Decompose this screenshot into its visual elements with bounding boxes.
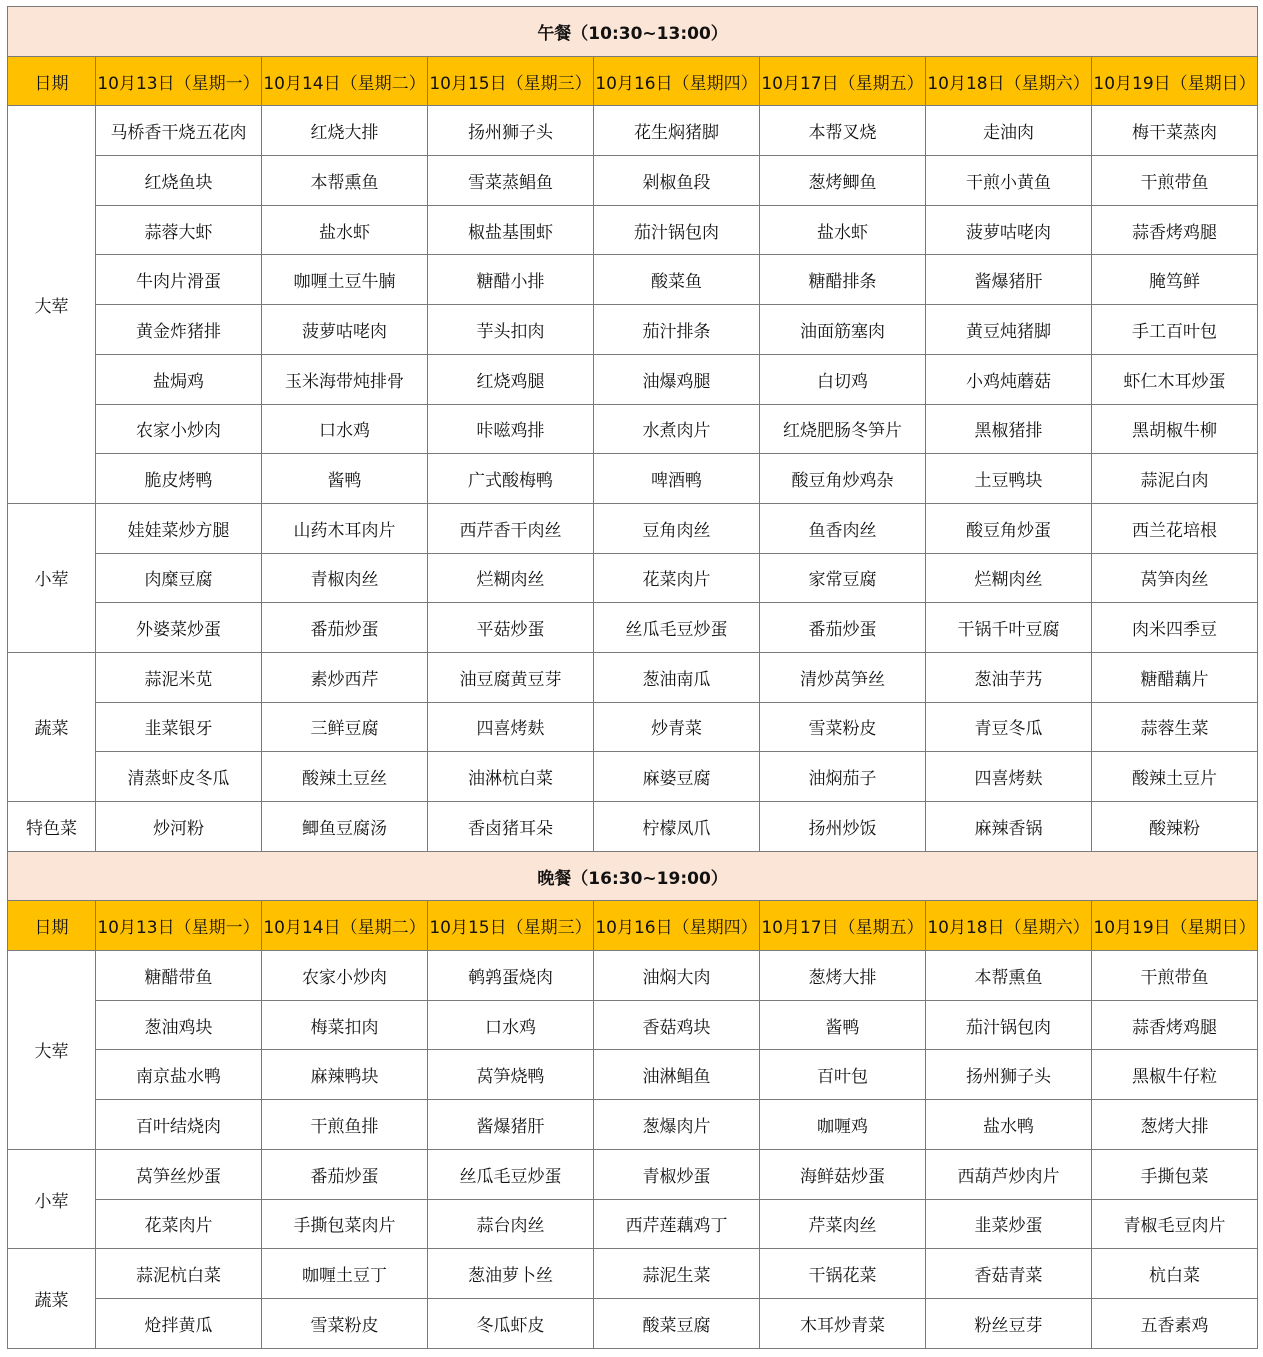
dish-cell: 黄金炸猪排 <box>96 305 262 355</box>
dish-cell: 三鲜豆腐 <box>262 702 428 752</box>
dish-cell: 番茄炒蛋 <box>760 603 926 653</box>
date-header: 10月19日（星期日） <box>1092 901 1258 951</box>
dish-cell: 粉丝豆芽 <box>926 1298 1092 1348</box>
dish-cell: 素炒西芹 <box>262 652 428 702</box>
dish-cell: 农家小炒肉 <box>96 404 262 454</box>
dish-cell: 娃娃菜炒方腿 <box>96 503 262 553</box>
dish-cell: 红烧鱼块 <box>96 156 262 206</box>
dish-cell: 鱼香肉丝 <box>760 503 926 553</box>
dish-cell: 蒜泥生菜 <box>594 1249 760 1299</box>
dish-cell: 麻婆豆腐 <box>594 752 760 802</box>
dish-cell: 莴笋肉丝 <box>1092 553 1258 603</box>
dish-cell: 油淋杭白菜 <box>428 752 594 802</box>
dish-cell: 酸豆角炒蛋 <box>926 503 1092 553</box>
menu-table <box>7 6 1258 1349</box>
dish-cell: 咖喱土豆牛腩 <box>262 255 428 305</box>
dish-row <box>8 106 1258 156</box>
dish-cell: 芋头扣肉 <box>428 305 594 355</box>
dish-cell: 盐水鸭 <box>926 1100 1092 1150</box>
dish-cell: 炒青菜 <box>594 702 760 752</box>
dish-cell: 红烧肥肠冬笋片 <box>760 404 926 454</box>
dish-row <box>8 1000 1258 1050</box>
dish-cell: 葱油萝卜丝 <box>428 1249 594 1299</box>
dish-cell: 茄汁锅包肉 <box>926 1000 1092 1050</box>
dish-cell: 柠檬凤爪 <box>594 802 760 852</box>
dish-cell: 百叶包 <box>760 1050 926 1100</box>
dish-cell: 炒河粉 <box>96 802 262 852</box>
dish-cell: 香卤猪耳朵 <box>428 802 594 852</box>
dish-row <box>8 553 1258 603</box>
dish-cell: 油焖大肉 <box>594 951 760 1001</box>
dish-cell: 蒜蓉生菜 <box>1092 702 1258 752</box>
dish-cell: 盐水虾 <box>760 205 926 255</box>
dish-cell: 梅菜扣肉 <box>262 1000 428 1050</box>
dish-cell: 蒜泥米苋 <box>96 652 262 702</box>
dish-cell: 番茄炒蛋 <box>262 1149 428 1199</box>
dish-cell: 葱油芋艿 <box>926 652 1092 702</box>
dish-cell: 口水鸡 <box>428 1000 594 1050</box>
dish-cell: 手撕包菜肉片 <box>262 1199 428 1249</box>
dish-cell: 酱爆猪肝 <box>428 1100 594 1150</box>
dish-cell: 葱烤鲫鱼 <box>760 156 926 206</box>
dish-cell: 咔嗞鸡排 <box>428 404 594 454</box>
dish-cell: 糖醋带鱼 <box>96 951 262 1001</box>
dish-cell: 咖喱鸡 <box>760 1100 926 1150</box>
dish-cell: 蒜泥白肉 <box>1092 454 1258 504</box>
dish-cell: 本帮叉烧 <box>760 106 926 156</box>
dish-cell: 油面筋塞肉 <box>760 305 926 355</box>
dish-cell: 咖喱土豆丁 <box>262 1249 428 1299</box>
dish-cell: 葱油南瓜 <box>594 652 760 702</box>
dish-cell: 西芹香干肉丝 <box>428 503 594 553</box>
dish-cell: 干煎小黄鱼 <box>926 156 1092 206</box>
dish-cell: 西兰花培根 <box>1092 503 1258 553</box>
dish-cell: 酸辣粉 <box>1092 802 1258 852</box>
dish-row <box>8 1100 1258 1150</box>
dish-cell: 酸辣土豆片 <box>1092 752 1258 802</box>
dish-cell: 莴笋烧鸭 <box>428 1050 594 1100</box>
date-header: 10月17日（星期五） <box>760 56 926 106</box>
date-header: 10月13日（星期一） <box>96 901 262 951</box>
dish-row <box>8 1249 1258 1299</box>
dish-cell: 烂糊肉丝 <box>926 553 1092 603</box>
dish-cell: 本帮熏鱼 <box>926 951 1092 1001</box>
dish-cell: 丝瓜毛豆炒蛋 <box>428 1149 594 1199</box>
dish-cell: 韭菜炒蛋 <box>926 1199 1092 1249</box>
dish-cell: 茄汁排条 <box>594 305 760 355</box>
dish-row <box>8 603 1258 653</box>
dish-cell: 本帮熏鱼 <box>262 156 428 206</box>
dish-cell: 鲫鱼豆腐汤 <box>262 802 428 852</box>
dish-cell: 酸辣土豆丝 <box>262 752 428 802</box>
dish-cell: 干煎带鱼 <box>1092 156 1258 206</box>
category-label: 蔬菜 <box>8 652 96 801</box>
dish-row <box>8 702 1258 752</box>
dish-cell: 扬州狮子头 <box>428 106 594 156</box>
dish-cell: 马桥香干烧五花肉 <box>96 106 262 156</box>
dish-cell: 蒜香烤鸡腿 <box>1092 1000 1258 1050</box>
dish-cell: 走油肉 <box>926 106 1092 156</box>
lunch-title: 午餐（10:30~13:00） <box>8 7 1258 57</box>
dish-cell: 广式酸梅鸭 <box>428 454 594 504</box>
dish-cell: 香菇青菜 <box>926 1249 1092 1299</box>
category-label: 大荤 <box>8 106 96 504</box>
dish-cell: 蒜香烤鸡腿 <box>1092 205 1258 255</box>
dish-cell: 干煎鱼排 <box>262 1100 428 1150</box>
dish-cell: 木耳炒青菜 <box>760 1298 926 1348</box>
dinner-date-row <box>8 901 1258 951</box>
dish-cell: 杭白菜 <box>1092 1249 1258 1299</box>
category-label: 特色菜 <box>8 802 96 852</box>
dish-cell: 葱烤大排 <box>760 951 926 1001</box>
dish-cell: 油焖茄子 <box>760 752 926 802</box>
dish-cell: 椒盐基围虾 <box>428 205 594 255</box>
dish-cell: 酱鸭 <box>262 454 428 504</box>
dish-row <box>8 354 1258 404</box>
dish-cell: 韭菜银牙 <box>96 702 262 752</box>
date-header: 10月18日（星期六） <box>926 901 1092 951</box>
dish-cell: 葱爆肉片 <box>594 1100 760 1150</box>
dish-cell: 白切鸡 <box>760 354 926 404</box>
dish-cell: 莴笋丝炒蛋 <box>96 1149 262 1199</box>
dish-cell: 糖醋小排 <box>428 255 594 305</box>
dish-cell: 花菜肉片 <box>594 553 760 603</box>
dish-cell: 酱鸭 <box>760 1000 926 1050</box>
dish-cell: 青椒炒蛋 <box>594 1149 760 1199</box>
dish-cell: 肉糜豆腐 <box>96 553 262 603</box>
date-header: 10月14日（星期二） <box>262 56 428 106</box>
dish-row <box>8 752 1258 802</box>
date-header: 10月16日（星期四） <box>594 901 760 951</box>
dish-cell: 番茄炒蛋 <box>262 603 428 653</box>
dish-row <box>8 652 1258 702</box>
dish-row <box>8 404 1258 454</box>
date-header: 10月15日（星期三） <box>428 56 594 106</box>
dish-cell: 小鸡炖蘑菇 <box>926 354 1092 404</box>
dish-cell: 四喜烤麸 <box>428 702 594 752</box>
dish-cell: 扬州狮子头 <box>926 1050 1092 1100</box>
dish-cell: 南京盐水鸭 <box>96 1050 262 1100</box>
dish-cell: 西芹莲藕鸡丁 <box>594 1199 760 1249</box>
dish-cell: 手撕包菜 <box>1092 1149 1258 1199</box>
dish-cell: 茄汁锅包肉 <box>594 205 760 255</box>
date-header: 10月18日（星期六） <box>926 56 1092 106</box>
dish-cell: 干煎带鱼 <box>1092 951 1258 1001</box>
dish-cell: 芹菜肉丝 <box>760 1199 926 1249</box>
date-label: 日期 <box>8 901 96 951</box>
dish-cell: 干锅千叶豆腐 <box>926 603 1092 653</box>
dish-cell: 雪菜蒸鲳鱼 <box>428 156 594 206</box>
dish-cell: 菠萝咕咾肉 <box>926 205 1092 255</box>
category-label: 大荤 <box>8 951 96 1150</box>
dish-cell: 油豆腐黄豆芽 <box>428 652 594 702</box>
date-header: 10月15日（星期三） <box>428 901 594 951</box>
dish-cell: 葱油鸡块 <box>96 1000 262 1050</box>
dish-row <box>8 802 1258 852</box>
dish-cell: 梅干菜蒸肉 <box>1092 106 1258 156</box>
dish-cell: 外婆菜炒蛋 <box>96 603 262 653</box>
dish-cell: 手工百叶包 <box>1092 305 1258 355</box>
dish-cell: 酱爆猪肝 <box>926 255 1092 305</box>
dish-cell: 百叶结烧肉 <box>96 1100 262 1150</box>
category-label: 小荤 <box>8 503 96 652</box>
dish-row <box>8 1149 1258 1199</box>
dish-cell: 鹌鹑蛋烧肉 <box>428 951 594 1001</box>
dish-cell: 雪菜粉皮 <box>760 702 926 752</box>
dish-cell: 青椒肉丝 <box>262 553 428 603</box>
dish-cell: 冬瓜虾皮 <box>428 1298 594 1348</box>
dish-cell: 青椒毛豆肉片 <box>1092 1199 1258 1249</box>
dish-cell: 黄豆炖猪脚 <box>926 305 1092 355</box>
dish-cell: 家常豆腐 <box>760 553 926 603</box>
lunch-title-row <box>8 7 1258 57</box>
dish-cell: 酸菜鱼 <box>594 255 760 305</box>
dish-cell: 山药木耳肉片 <box>262 503 428 553</box>
dish-cell: 土豆鸭块 <box>926 454 1092 504</box>
dish-row <box>8 1298 1258 1348</box>
dish-cell: 丝瓜毛豆炒蛋 <box>594 603 760 653</box>
dish-cell: 清炒莴笋丝 <box>760 652 926 702</box>
date-header: 10月17日（星期五） <box>760 901 926 951</box>
dish-cell: 盐焗鸡 <box>96 354 262 404</box>
dish-row <box>8 305 1258 355</box>
dish-cell: 干锅花菜 <box>760 1249 926 1299</box>
dish-cell: 肉米四季豆 <box>1092 603 1258 653</box>
dish-cell: 花菜肉片 <box>96 1199 262 1249</box>
dish-row <box>8 255 1258 305</box>
dish-row <box>8 503 1258 553</box>
dish-row <box>8 156 1258 206</box>
dish-cell: 清蒸虾皮冬瓜 <box>96 752 262 802</box>
dish-cell: 平菇炒蛋 <box>428 603 594 653</box>
dish-row <box>8 1199 1258 1249</box>
dish-cell: 香菇鸡块 <box>594 1000 760 1050</box>
dish-cell: 腌笃鲜 <box>1092 255 1258 305</box>
dish-cell: 花生焖猪脚 <box>594 106 760 156</box>
dish-cell: 青豆冬瓜 <box>926 702 1092 752</box>
dish-cell: 糖醋藕片 <box>1092 652 1258 702</box>
dish-cell: 蒜蓉大虾 <box>96 205 262 255</box>
category-label: 蔬菜 <box>8 1249 96 1348</box>
dish-cell: 酸豆角炒鸡杂 <box>760 454 926 504</box>
dish-cell: 口水鸡 <box>262 404 428 454</box>
dish-row <box>8 951 1258 1001</box>
dish-cell: 剁椒鱼段 <box>594 156 760 206</box>
date-header: 10月13日（星期一） <box>96 56 262 106</box>
dish-cell: 油爆鸡腿 <box>594 354 760 404</box>
dish-cell: 玉米海带炖排骨 <box>262 354 428 404</box>
date-header: 10月14日（星期二） <box>262 901 428 951</box>
dish-cell: 雪菜粉皮 <box>262 1298 428 1348</box>
dish-cell: 油淋鲳鱼 <box>594 1050 760 1100</box>
dish-cell: 水煮肉片 <box>594 404 760 454</box>
dish-cell: 啤酒鸭 <box>594 454 760 504</box>
dish-cell: 炝拌黄瓜 <box>96 1298 262 1348</box>
dish-cell: 盐水虾 <box>262 205 428 255</box>
dish-cell: 农家小炒肉 <box>262 951 428 1001</box>
dish-cell: 黑胡椒牛柳 <box>1092 404 1258 454</box>
dish-cell: 海鲜菇炒蛋 <box>760 1149 926 1199</box>
dish-cell: 豆角肉丝 <box>594 503 760 553</box>
dish-cell: 五香素鸡 <box>1092 1298 1258 1348</box>
dish-cell: 蒜台肉丝 <box>428 1199 594 1249</box>
dish-cell: 虾仁木耳炒蛋 <box>1092 354 1258 404</box>
lunch-date-row <box>8 56 1258 106</box>
dish-cell: 牛肉片滑蛋 <box>96 255 262 305</box>
dinner-title-row <box>8 851 1258 901</box>
dish-cell: 麻辣鸭块 <box>262 1050 428 1100</box>
dish-cell: 蒜泥杭白菜 <box>96 1249 262 1299</box>
dish-cell: 四喜烤麸 <box>926 752 1092 802</box>
dish-cell: 糖醋排条 <box>760 255 926 305</box>
dish-cell: 黑椒猪排 <box>926 404 1092 454</box>
dinner-title: 晚餐（16:30~19:00） <box>8 851 1258 901</box>
dish-row <box>8 205 1258 255</box>
dish-cell: 红烧大排 <box>262 106 428 156</box>
date-header: 10月19日（星期日） <box>1092 56 1258 106</box>
dish-row <box>8 454 1258 504</box>
dish-cell: 黑椒牛仔粒 <box>1092 1050 1258 1100</box>
category-label: 小荤 <box>8 1149 96 1248</box>
dish-cell: 脆皮烤鸭 <box>96 454 262 504</box>
dish-cell: 红烧鸡腿 <box>428 354 594 404</box>
dish-cell: 麻辣香锅 <box>926 802 1092 852</box>
date-header: 10月16日（星期四） <box>594 56 760 106</box>
dish-row <box>8 1050 1258 1100</box>
dish-cell: 菠萝咕咾肉 <box>262 305 428 355</box>
dish-cell: 酸菜豆腐 <box>594 1298 760 1348</box>
dish-cell: 烂糊肉丝 <box>428 553 594 603</box>
dish-cell: 葱烤大排 <box>1092 1100 1258 1150</box>
dish-cell: 扬州炒饭 <box>760 802 926 852</box>
date-label: 日期 <box>8 56 96 106</box>
dish-cell: 西葫芦炒肉片 <box>926 1149 1092 1199</box>
